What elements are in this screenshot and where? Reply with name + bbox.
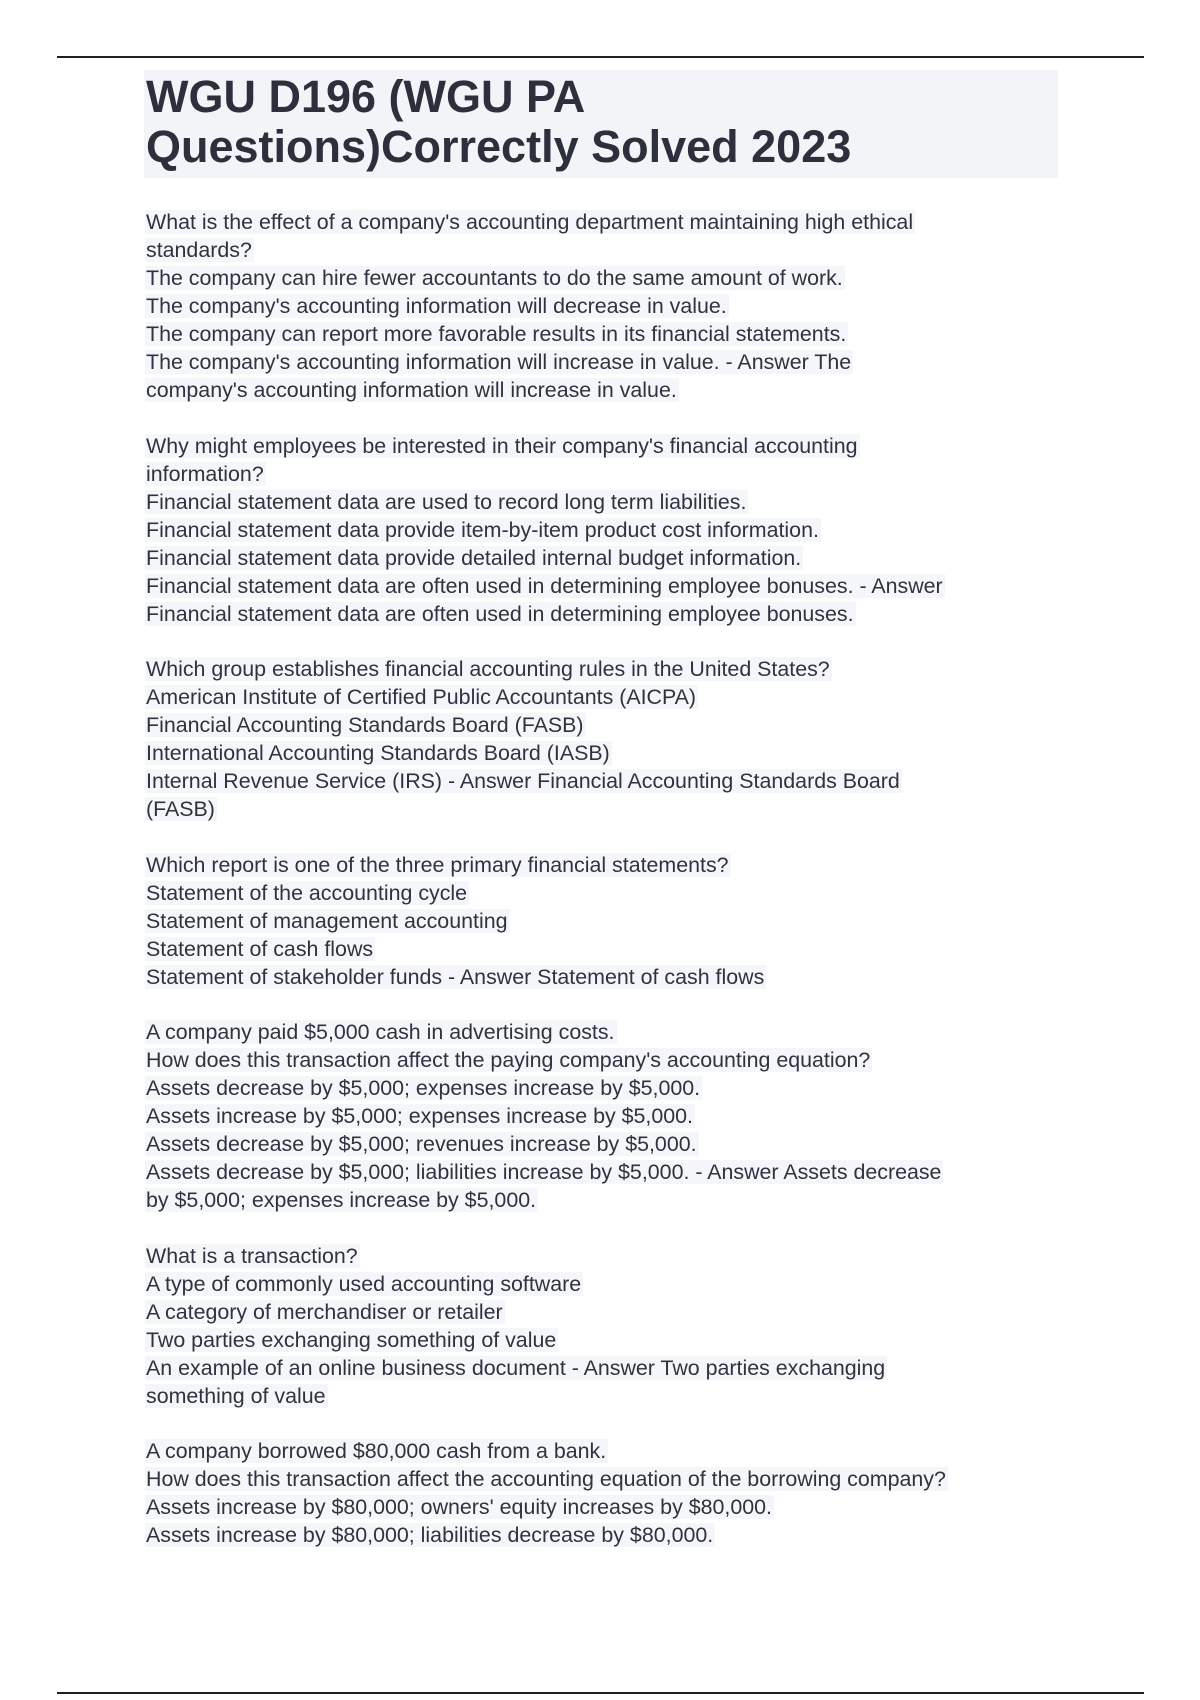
top-rule bbox=[57, 56, 1144, 58]
qa-line-text: American Institute of Certified Public Accountants (AICPA) bbox=[146, 685, 697, 709]
qa-line bbox=[145, 767, 1060, 795]
question-text bbox=[145, 1437, 1060, 1465]
qa-line bbox=[145, 711, 1060, 739]
qa-line bbox=[145, 1382, 1060, 1410]
qa-line-text: Financial statement data are used to record long term liabilities. bbox=[146, 489, 747, 514]
qa-line-text: How does this transaction affect the accounting equation of the borrowing company? bbox=[146, 1467, 946, 1491]
qa-line-text: How does this transaction affect the paying company's accounting equation? bbox=[146, 1048, 871, 1072]
qa-line-text: Two parties exchanging something of value bbox=[146, 1327, 557, 1352]
qa-line-text: by $5,000; expenses increase by $5,000. bbox=[146, 1188, 537, 1212]
qa-line bbox=[145, 963, 1060, 991]
qa-line bbox=[145, 683, 1060, 711]
qa-line-text: Why might employees be interested in their company's financial accounting bbox=[146, 433, 858, 458]
qa-line bbox=[145, 516, 1060, 544]
qa-line bbox=[145, 795, 1060, 823]
qa-line-text: A company borrowed $80,000 cash from a bank. bbox=[146, 1439, 607, 1463]
qa-line bbox=[145, 292, 1060, 320]
qa-line-text: Assets increase by $80,000; liabilities decrease by $80,000. bbox=[146, 1523, 714, 1547]
qa-line-text: The company can report more favorable results in its financial statements. bbox=[146, 322, 847, 346]
qa-line bbox=[145, 1102, 1060, 1130]
qa-line bbox=[145, 907, 1060, 935]
qa-line-text: Statement of cash flows bbox=[146, 936, 374, 961]
qa-line-text: Financial statement data provide item-by-item product cost information. bbox=[146, 517, 819, 542]
question-text bbox=[145, 655, 1060, 683]
qa-line bbox=[145, 488, 1060, 516]
document-title bbox=[144, 70, 1058, 178]
qa-line bbox=[145, 1521, 1060, 1549]
qa-line-text: Assets decrease by $5,000; liabilities increase by $5,000. - Answer Assets decrease bbox=[146, 1160, 942, 1184]
qa-line-text: (FASB) bbox=[146, 797, 215, 821]
qa-line bbox=[145, 879, 1060, 907]
qa-line-text: Financial statement data are often used in determining employee bonuses. bbox=[146, 601, 854, 626]
qa-list bbox=[145, 208, 1060, 1577]
qa-line-text: Financial Accounting Standards Board (FASB) bbox=[146, 713, 584, 737]
qa-line bbox=[145, 739, 1060, 767]
qa-line bbox=[145, 572, 1060, 600]
qa-item bbox=[145, 1018, 1060, 1214]
qa-line-text: Statement of management accounting bbox=[146, 908, 508, 933]
qa-item bbox=[145, 432, 1060, 628]
qa-item bbox=[145, 1242, 1060, 1410]
qa-line bbox=[145, 1158, 1060, 1186]
qa-line bbox=[145, 1270, 1060, 1298]
qa-line-text: The company's accounting information will increase in value. - Answer The bbox=[146, 350, 852, 374]
question-text bbox=[145, 208, 1060, 236]
qa-line bbox=[145, 935, 1060, 963]
qa-line bbox=[145, 1186, 1060, 1214]
question-text bbox=[145, 1242, 1060, 1270]
qa-line-text: company's accounting information will increase in value. bbox=[146, 378, 677, 402]
question-text bbox=[145, 432, 1060, 460]
qa-line-text: Assets increase by $80,000; owners' equity increases by $80,000. bbox=[146, 1495, 772, 1519]
question-text bbox=[145, 1018, 1060, 1046]
qa-line bbox=[145, 600, 1060, 628]
qa-line bbox=[145, 1354, 1060, 1382]
qa-line-text: A company paid $5,000 cash in advertising costs. bbox=[146, 1020, 615, 1044]
qa-line bbox=[145, 264, 1060, 292]
qa-line bbox=[145, 1465, 1060, 1493]
qa-line-text: Financial statement data are often used in determining employee bonuses. - Answer bbox=[146, 573, 943, 598]
qa-line-text: something of value bbox=[146, 1383, 326, 1408]
qa-line-text: The company's accounting information will decrease in value. bbox=[146, 294, 727, 318]
qa-line bbox=[145, 376, 1060, 404]
qa-line-text: Which report is one of the three primary financial statements? bbox=[146, 852, 729, 877]
qa-line-text: International Accounting Standards Board (IASB) bbox=[146, 741, 610, 765]
qa-item bbox=[145, 851, 1060, 991]
qa-line-text: The company can hire fewer accountants to do the same amount of work. bbox=[146, 266, 843, 290]
qa-line-text: Internal Revenue Service (IRS) - Answer Financial Accounting Standards Board bbox=[146, 769, 900, 793]
document-title-line-1: WGU D196 (WGU PA bbox=[146, 71, 586, 122]
qa-line-text: Which group establishes financial accounting rules in the United States? bbox=[146, 657, 830, 681]
qa-line bbox=[145, 1298, 1060, 1326]
qa-line-text: Financial statement data provide detailed internal budget information. bbox=[146, 545, 802, 570]
qa-item bbox=[145, 1437, 1060, 1549]
qa-line-text: standards? bbox=[146, 238, 252, 262]
qa-line bbox=[145, 1493, 1060, 1521]
qa-line bbox=[145, 1130, 1060, 1158]
qa-line-text: A type of commonly used accounting software bbox=[146, 1271, 582, 1296]
qa-line bbox=[145, 348, 1060, 376]
bottom-rule bbox=[57, 1692, 1144, 1694]
qa-line bbox=[145, 1074, 1060, 1102]
qa-item bbox=[145, 655, 1060, 823]
qa-line-text: What is a transaction? bbox=[146, 1243, 358, 1268]
qa-line-text: information? bbox=[146, 461, 264, 486]
qa-line bbox=[145, 1326, 1060, 1354]
qa-line-text: An example of an online business document - Answer Two parties exchanging bbox=[146, 1355, 886, 1380]
document-title-line-2: Questions)Correctly Solved 2023 bbox=[146, 121, 852, 172]
qa-line bbox=[145, 1046, 1060, 1074]
question-text bbox=[145, 851, 1060, 879]
qa-line bbox=[145, 236, 1060, 264]
qa-line bbox=[145, 460, 1060, 488]
qa-line-text: Assets decrease by $5,000; expenses increase by $5,000. bbox=[146, 1076, 701, 1100]
qa-line-text: Assets decrease by $5,000; revenues increase by $5,000. bbox=[146, 1132, 697, 1156]
qa-line bbox=[145, 320, 1060, 348]
qa-line-text: What is the effect of a company's accounting department maintaining high ethical bbox=[146, 210, 914, 234]
qa-line-text: Statement of the accounting cycle bbox=[146, 880, 468, 905]
qa-line-text: Assets increase by $5,000; expenses increase by $5,000. bbox=[146, 1104, 693, 1128]
qa-line bbox=[145, 544, 1060, 572]
qa-line-text: Statement of stakeholder funds - Answer Statement of cash flows bbox=[146, 964, 765, 989]
qa-line-text: A category of merchandiser or retailer bbox=[146, 1299, 503, 1324]
qa-item bbox=[145, 208, 1060, 404]
